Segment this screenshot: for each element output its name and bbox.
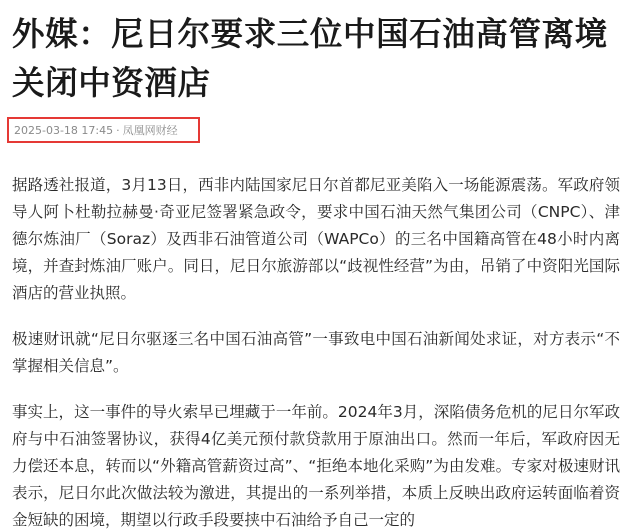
- meta-separator: ·: [116, 123, 120, 137]
- paragraph-2: 极速财讯就“尼日尔驱逐三名中国石油高管”一事致电中国石油新闻处求证，对方表示“不掌握相关信息”。: [12, 330, 620, 375]
- article-meta: [7, 117, 200, 143]
- article-body: [12, 172, 620, 530]
- article-title-line-1: 外媒：尼日尔要求三位中国石油高管离境: [12, 15, 608, 53]
- article-title-line-2: 关闭中资酒店: [12, 64, 211, 102]
- publish-date: 2025-03-18 17:45: [14, 123, 114, 137]
- source-link[interactable]: 凤凰网财经: [122, 124, 178, 137]
- paragraph-3: 事实上，这一事件的导火索早已埋藏于一年前。2024年3月，深陷债务危机的尼日尔军政府与中石油签署协议，获得4亿美元预付款贷款用于原油出口。然而一年后，军政府因无力偿还本息，转而以“外籍高管薪资过高”、“拒绝本地化采购”为由发难。专家对极速财讯表示，尼日尔此次做法较为激进，其提出的一系列举措，本质上反映出政府运转面临着资金短缺的困境，期望以行政手段要挟中石油给予自己一定的: [12, 403, 620, 529]
- article-title: [12, 10, 630, 108]
- paragraph-1: 据路透社报道，3月13日，西非内陆国家尼日尔首都尼亚美陷入一场能源震荡。军政府领导人阿卜杜勒拉赫曼·奇亚尼签署紧急政令，要求中国石油天然气集团公司（CNPC）、津德尔炼油厂（Soraz）及西非石油管道公司（WAPCo）的三名中国籍高管在48小时内离境，并查封炼油厂账户。同日，尼日尔旅游部以“歧视性经营”为由，吊销了中资阳光国际酒店的营业执照。: [12, 176, 620, 302]
